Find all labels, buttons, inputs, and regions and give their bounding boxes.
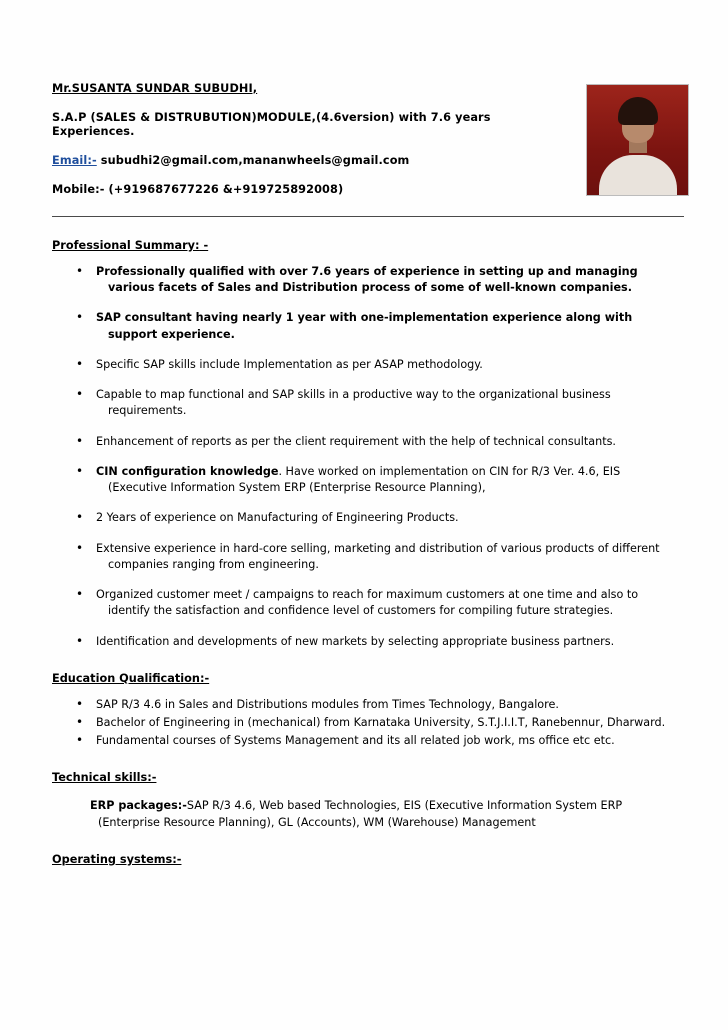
bullet-text-continuation: (Executive Information System ERP (Enterprise Resource Planning),	[108, 481, 486, 495]
section-title-education-qualification: Education Qualification:-	[52, 671, 210, 685]
email-value[interactable]: subudhi2@gmail.com,mananwheels@gmail.com	[96, 154, 410, 168]
bullet-bold-continuation: various facets of Sales and Distribution process of some of well-known companies.	[108, 281, 632, 295]
bullet-text-continuation: requirements.	[108, 404, 187, 418]
list-item	[86, 541, 684, 573]
list-item	[86, 387, 684, 419]
bullet-text: Specific SAP skills include Implementation as per ASAP methodology.	[96, 357, 483, 371]
bullet-text: Capable to map functional and SAP skills in a productive way to the organizational business	[96, 388, 611, 402]
bullet-text: Organized customer meet / campaigns to reach for maximum customers at one time and also to	[96, 588, 639, 602]
section-title-technical-skills: Technical skills:-	[52, 771, 157, 785]
erp-packages-text-continuation: (Enterprise Resource Planning), GL (Accounts), WM (Warehouse) Management	[98, 815, 536, 829]
list-item	[86, 434, 684, 450]
resume-content	[52, 82, 684, 866]
list-item	[86, 715, 684, 731]
email-label: Email:-	[52, 154, 97, 168]
erp-packages-label: ERP packages:-	[90, 799, 187, 813]
list-item	[86, 264, 684, 296]
education-qualification-list	[52, 697, 684, 750]
bullet-text-continuation: identify the satisfaction and confidence level of customers for compiling future strategies.	[108, 604, 614, 618]
professional-summary-list	[52, 264, 684, 650]
bullet-bold-text: SAP consultant having nearly 1 year with one-implementation experience along with	[96, 311, 633, 325]
bullet-bold-text: Professionally qualified with over 7.6 years of experience in setting up and managing	[96, 265, 638, 278]
technical-skills-paragraph	[90, 798, 684, 830]
bullet-bold-continuation: support experience.	[108, 327, 235, 341]
section-title-text: Professional Summary:	[52, 239, 200, 252]
bullet-text: Extensive experience in hard-core selling, marketing and distribution of various products of different	[96, 541, 660, 555]
bullet-text: Enhancement of reports as per the client requirement with the help of technical consultants.	[96, 434, 616, 448]
candidate-title: S.A.P (SALES & DISTRUBUTION)MODULE,(4.6version) with 7.6 years Experiences.	[52, 111, 491, 139]
bullet-text: Identification and developments of new markets by selecting appropriate business partners.	[96, 634, 615, 648]
candidate-photo	[586, 84, 689, 196]
resume-header	[52, 82, 684, 202]
list-item	[86, 357, 684, 373]
bullet-text: Fundamental courses of Systems Management and its all related job work, ms office etc etc.	[96, 734, 615, 748]
section-title-professional-summary	[52, 239, 684, 252]
list-item	[86, 464, 684, 496]
header-text-block	[52, 82, 572, 198]
bullet-text: SAP R/3 4.6 in Sales and Distributions modules from Times Technology, Bangalore.	[96, 697, 559, 711]
section-title-tail: -	[199, 239, 209, 252]
contact-mobile-line: Mobile:- (+919687677226 &+919725892008)	[52, 183, 344, 197]
list-item	[86, 634, 684, 650]
section-title-operating-systems: Operating systems:-	[52, 852, 182, 866]
bullet-bold-text: CIN configuration knowledge	[96, 464, 279, 478]
candidate-name: Mr.SUSANTA SUNDAR SUBUDHI,	[52, 82, 258, 95]
erp-packages-text: SAP R/3 4.6, Web based Technologies, EIS (Executive Information System ERP	[186, 799, 623, 813]
bullet-text: . Have worked on implementation on CIN for R/3 Ver. 4.6, EIS	[278, 464, 621, 478]
list-item	[86, 697, 684, 713]
list-item	[86, 587, 684, 619]
bullet-text: 2 Years of experience on Manufacturing of Engineering Products.	[96, 511, 459, 525]
bullet-text: Bachelor of Engineering in (mechanical) from Karnataka University, S.T.J.I.I.T, Ranebennur, Dharward.	[96, 715, 666, 729]
header-divider	[52, 216, 684, 217]
contact-email-line	[52, 154, 572, 168]
list-item	[86, 733, 684, 749]
list-item	[86, 310, 684, 342]
bullet-text-continuation: companies ranging from engineering.	[108, 557, 319, 571]
list-item	[86, 510, 684, 526]
